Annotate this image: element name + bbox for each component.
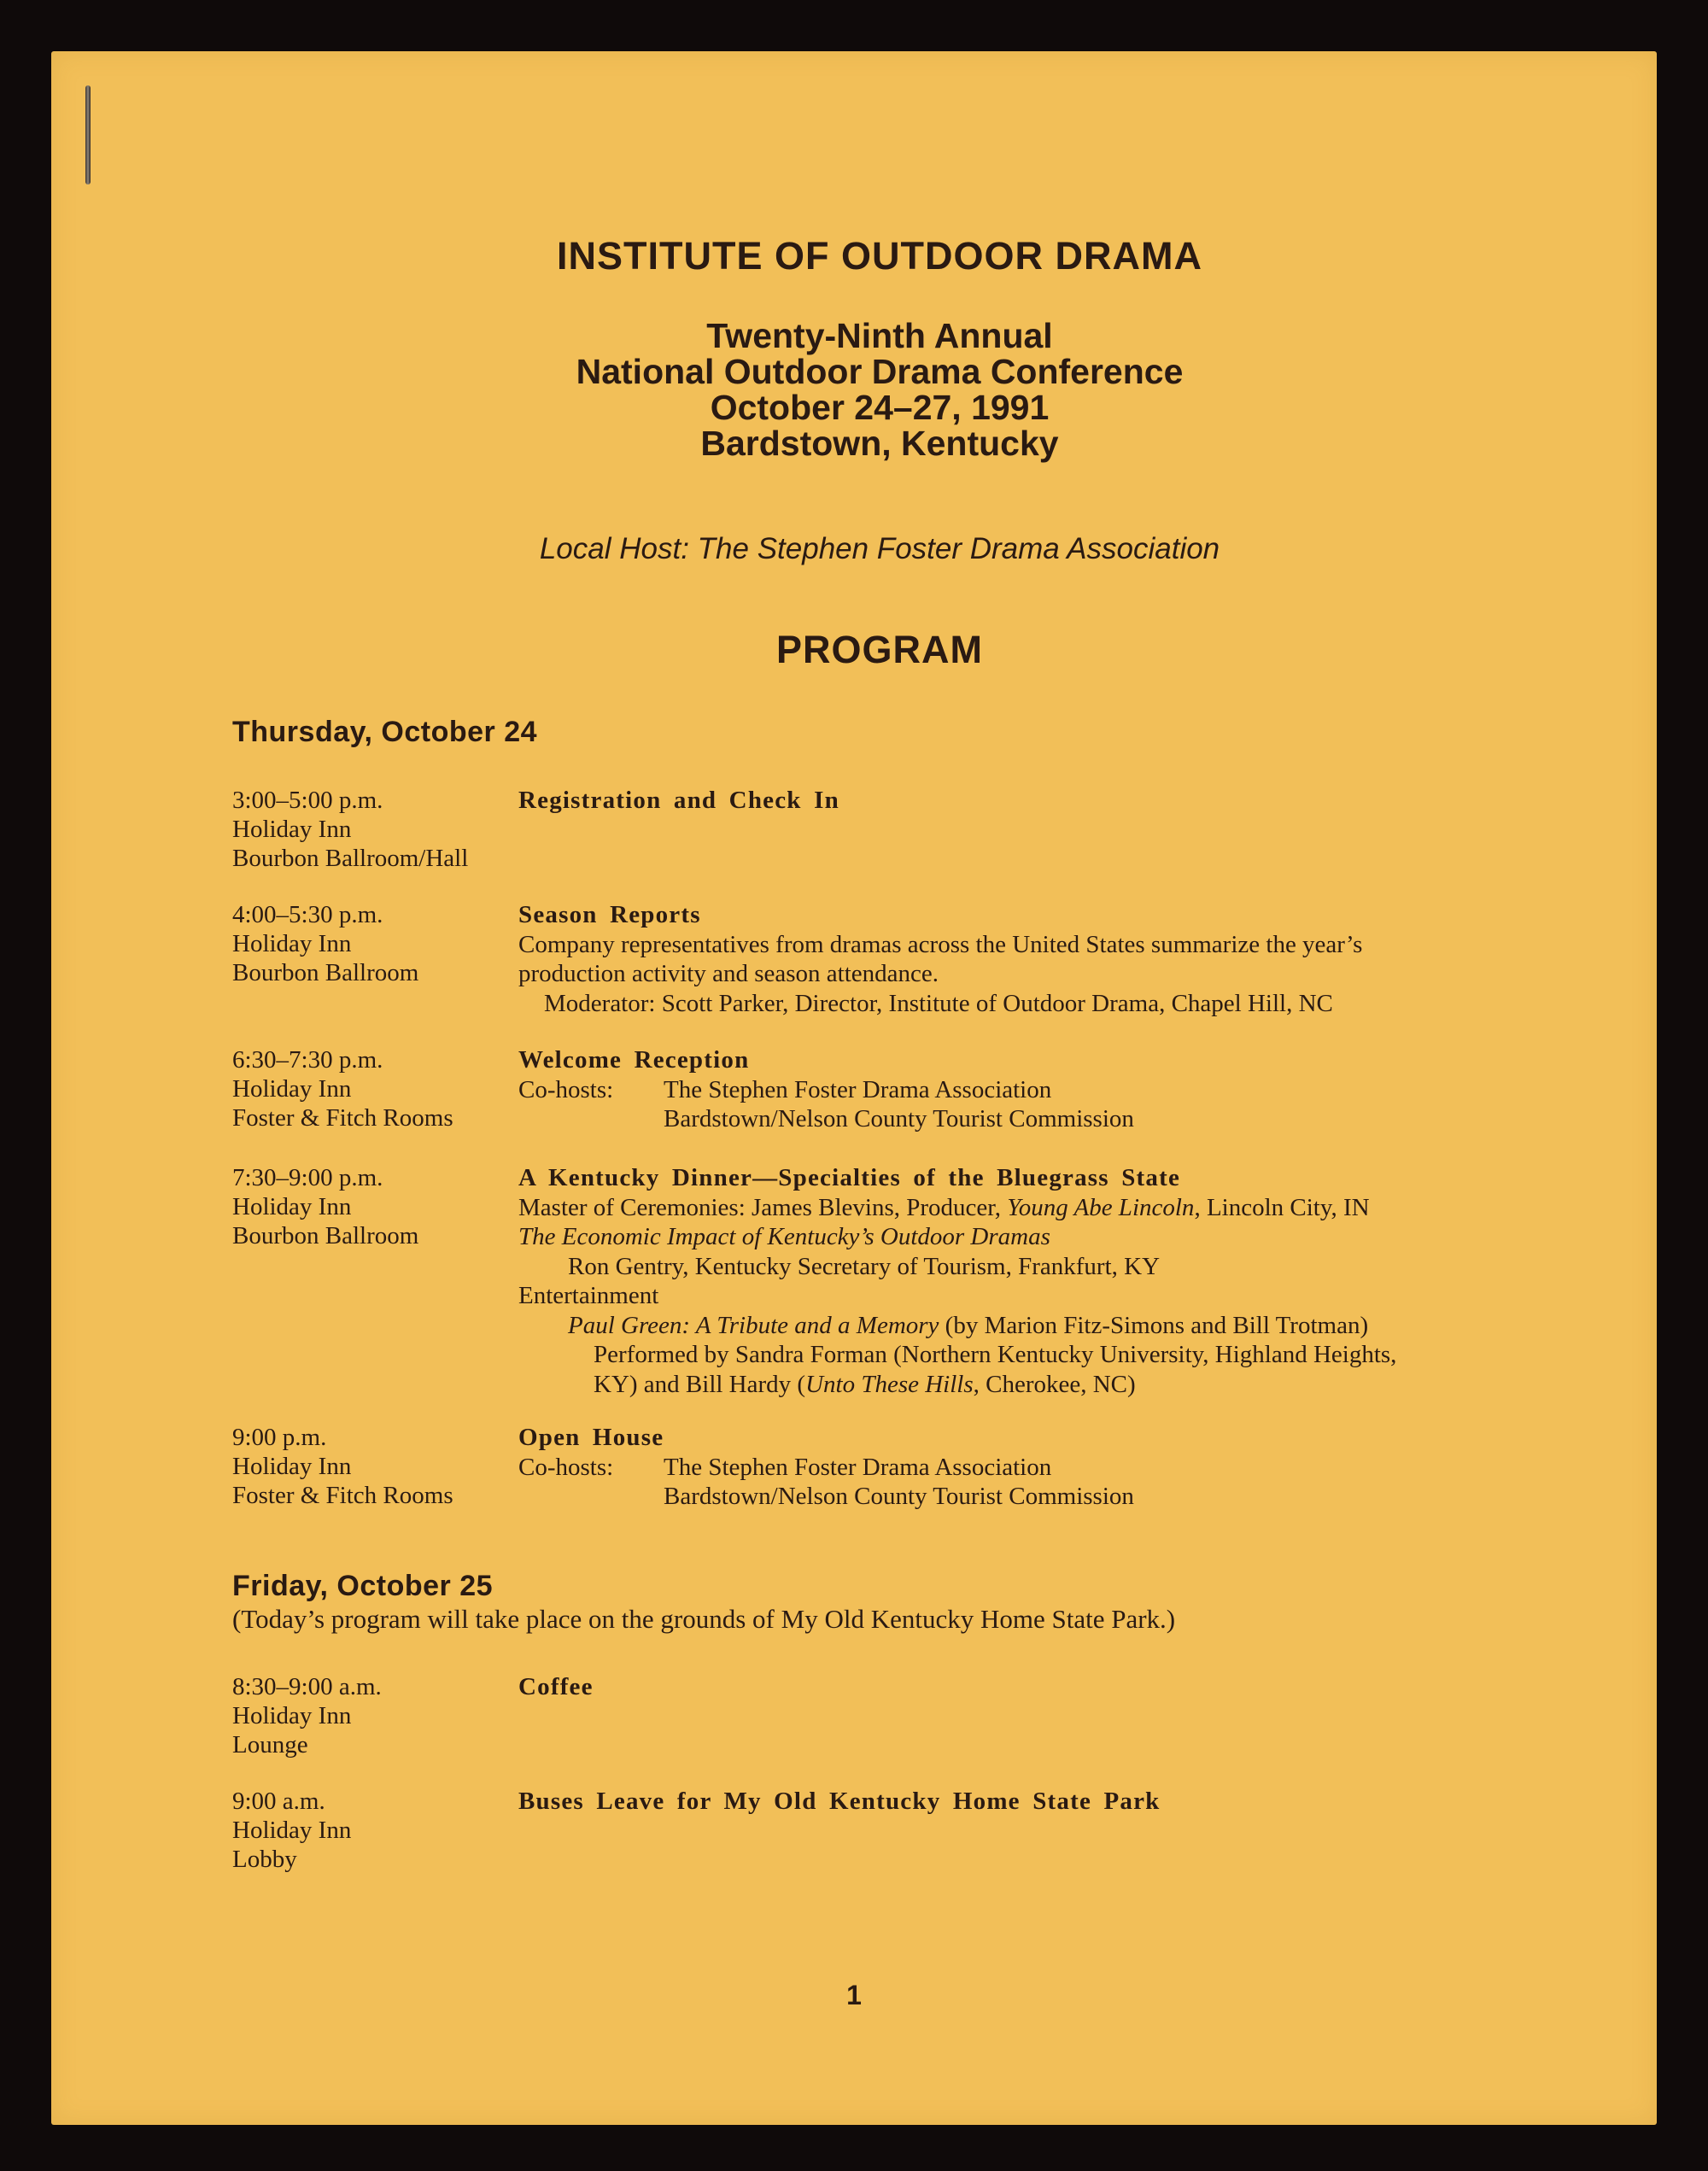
cohosts-label: Co-hosts: [518,1453,614,1481]
event-time: 6:30–7:30 p.m. [232,1046,383,1074]
local-host [26,532,1708,566]
event-details [518,900,1492,1018]
mc-name: James Blevins, Producer, [752,1193,1002,1221]
event-place: Holiday Inn [232,1702,352,1729]
event-title: Registration and Check In [518,787,839,814]
event-when [232,1672,506,1759]
conference-header [26,318,1708,461]
tribute [518,1311,1492,1341]
page-number: 1 [846,1980,862,2010]
event-place: Holiday Inn [232,816,352,843]
conference-name: National Outdoor Drama Conference [576,352,1184,391]
cohost-name: The Stephen Foster Drama Association [664,1453,1052,1481]
event-description-cont: production activity and season attendance. [518,960,939,987]
event-place: Holiday Inn [232,930,352,957]
performer-show: Unto These Hills [805,1370,974,1398]
institute-title: INSTITUTE OF OUTDOOR DRAMA [557,234,1202,278]
event-room: Bourbon Ballroom/Hall [232,845,469,872]
performers-text: KY) and Bill Hardy ( [594,1370,806,1398]
event-when [232,900,506,987]
day-note: (Today’s program will take place on the grounds of My Old Kentucky Home State Park.) [232,1604,1176,1634]
event-place: Holiday Inn [232,1453,352,1480]
program-heading: PROGRAM [776,628,983,671]
event-details [518,1045,1492,1134]
tribute-title: Paul Green: A Tribute and a Memory [568,1311,939,1339]
event-when [232,1163,506,1250]
cohost-name: Bardstown/Nelson County Tourist Commission [664,1483,1134,1510]
event-room: Bourbon Ballroom [232,1222,419,1249]
event-place: Holiday Inn [232,1075,352,1103]
entertainment-label: Entertainment [518,1282,659,1309]
event-title: Open House [518,1424,664,1451]
event-room: Foster & Fitch Rooms [232,1104,453,1132]
event-cohosts [518,1453,1492,1483]
event-time: 7:30–9:00 p.m. [232,1164,383,1191]
local-host-name: The Stephen Foster Drama Association [697,532,1220,565]
event-when [232,1423,506,1510]
event-room: Lobby [232,1846,297,1873]
performers: Performed by Sandra Forman (Northern Kentucky University, Highland Heights, [594,1341,1397,1368]
staple [85,85,91,184]
event-moderator [518,989,1492,1019]
event-title: Coffee [518,1673,594,1700]
talk-title: The Economic Impact of Kentucky’s Outdoor Dramas [518,1223,1050,1250]
cohost-name: Bardstown/Nelson County Tourist Commission [664,1105,1134,1132]
event-time: 4:00–5:30 p.m. [232,901,383,928]
event-title: Season Reports [518,901,701,928]
event-details [518,1163,1492,1399]
event-details [518,1787,1492,1817]
talk-speaker: Ron Gentry, Kentucky Secretary of Tourism, Frankfurt, KY [568,1252,1161,1280]
event-when [232,786,506,873]
event-title: Welcome Reception [518,1046,750,1074]
event-time: 8:30–9:00 a.m. [232,1673,382,1700]
event-description: Company representatives from dramas across the United States summarize the year’s [518,930,1363,958]
event-place: Holiday Inn [232,1193,352,1220]
day-heading-thursday: Thursday, October 24 [232,716,538,748]
event-details [518,1423,1492,1512]
tribute-authors: (by Marion Fitz-Simons and Bill Trotman) [939,1311,1369,1339]
event-when [232,1787,506,1874]
mc-label: Master of Ceremonies: [518,1193,746,1221]
local-host-label: Local Host: [539,532,689,565]
event-when [232,1045,506,1132]
moderator-label: Moderator: [544,989,656,1017]
performers-text-end: , Cherokee, NC) [973,1370,1136,1398]
mc-place: , Lincoln City, IN [1194,1193,1370,1221]
event-room: Bourbon Ballroom [232,959,419,986]
master-of-ceremonies [518,1193,1492,1223]
day-heading-friday: Friday, October 25 [232,1570,494,1602]
moderator-name: Scott Parker, Director, Institute of Outdoor Drama, Chapel Hill, NC [661,989,1333,1017]
performers-cont [518,1370,1492,1400]
event-details [518,786,1492,816]
event-place: Holiday Inn [232,1817,352,1844]
annual-line: Twenty-Ninth Annual [706,316,1053,355]
event-time: 9:00 a.m. [232,1788,325,1815]
event-cohosts [518,1075,1492,1105]
event-room: Lounge [232,1731,308,1758]
event-details [518,1672,1492,1702]
event-title: A Kentucky Dinner—Specialties of the Bluegrass State [518,1164,1181,1191]
cohost-name: The Stephen Foster Drama Association [664,1075,1052,1103]
event-title: Buses Leave for My Old Kentucky Home State Park [518,1788,1161,1815]
conference-dates: October 24–27, 1991 [710,388,1050,427]
event-time: 3:00–5:00 p.m. [232,787,383,814]
cohosts-label: Co-hosts: [518,1075,614,1103]
mc-show: Young Abe Lincoln [1007,1193,1195,1221]
conference-location: Bardstown, Kentucky [700,424,1059,463]
event-time: 9:00 p.m. [232,1424,327,1451]
event-room: Foster & Fitch Rooms [232,1482,453,1509]
